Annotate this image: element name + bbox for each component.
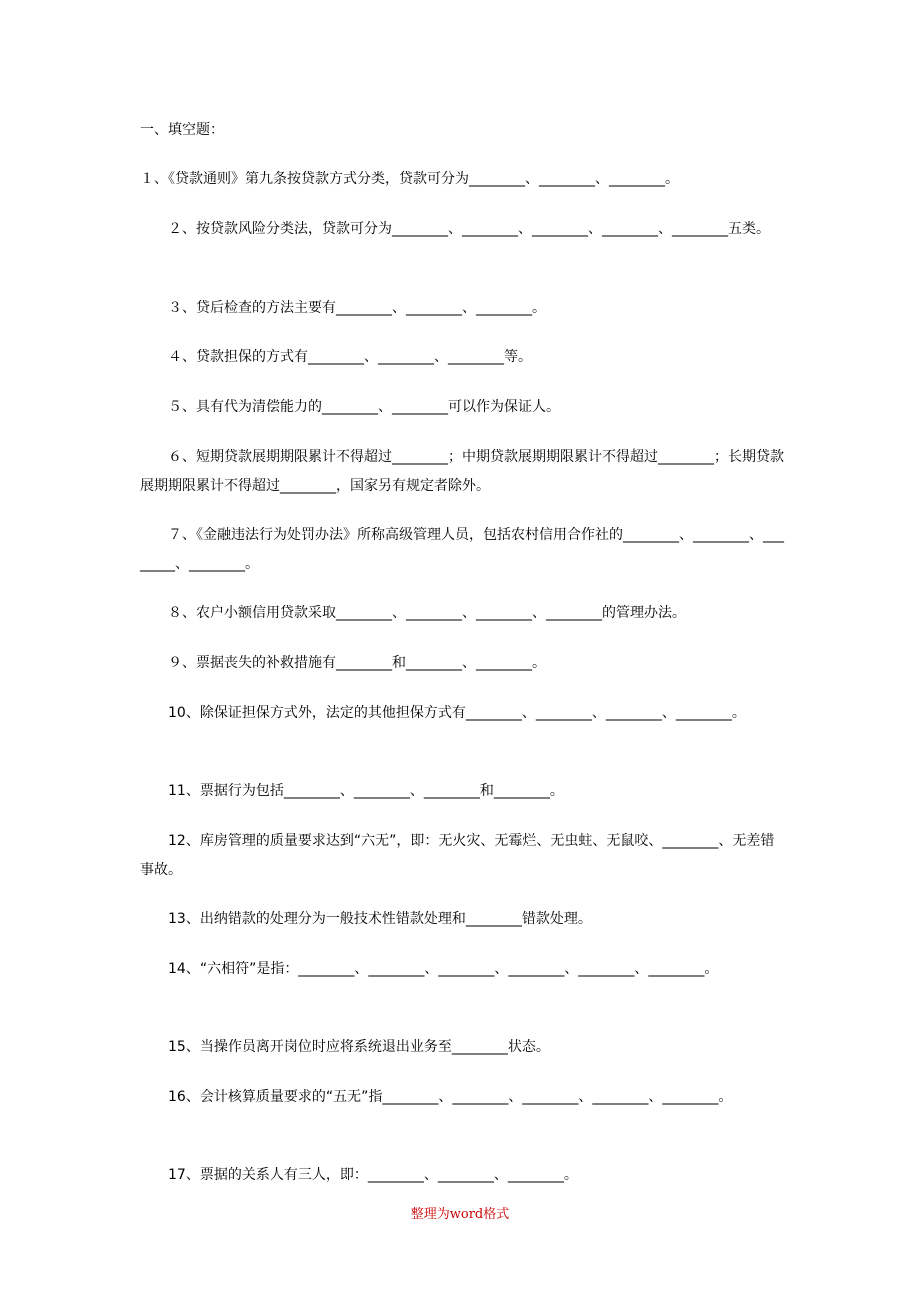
question-text: ９、票据丧失的补救措施有________和________、________。 xyxy=(140,655,546,671)
question-13 xyxy=(140,905,785,934)
question-1 xyxy=(140,165,785,194)
question-14 xyxy=(140,955,785,984)
question-text: 11、票据行为包括________、________、________和________。 xyxy=(140,783,564,799)
question-6 xyxy=(140,443,785,501)
question-text: 13、出纳错款的处理分为一般技术性错款处理和________错款处理。 xyxy=(140,911,592,927)
question-16 xyxy=(140,1083,785,1112)
question-text: ５、具有代为清偿能力的________、________可以作为保证人。 xyxy=(140,399,560,415)
question-8 xyxy=(140,599,785,628)
question-5 xyxy=(140,393,785,422)
question-10 xyxy=(140,699,785,728)
question-text: ６、短期贷款展期期限累计不得超过________；中期贷款展期期限累计不得超过________；长期贷款展期期限累计不得超过________，国家另有规定者除外。 xyxy=(140,449,784,494)
question-text: 15、当操作员离开岗位时应将系统退出业务至________状态。 xyxy=(140,1039,550,1055)
question-15 xyxy=(140,1033,785,1062)
question-text: ７、《金融违法行为处罚办法》所称高级管理人员，包括农村信用合作社的________、________、________、________。 xyxy=(140,527,784,572)
question-3 xyxy=(140,294,785,323)
question-text: ４、贷款担保的方式有________、________、________等。 xyxy=(140,349,532,365)
question-text: 12、库房管理的质量要求达到“六无”，即：无火灾、无霉烂、无虫蛀、无鼠咬、________、无差错事故。 xyxy=(140,833,775,878)
question-text: １、《贷款通则》第九条按贷款方式分类，贷款可分为________、________、________。 xyxy=(140,171,679,187)
question-text: 17、票据的关系人有三人，即：________、________、________。 xyxy=(140,1167,578,1183)
question-17 xyxy=(140,1161,785,1190)
question-4 xyxy=(140,343,785,372)
question-text: 10、除保证担保方式外，法定的其他担保方式有________、________、________、________。 xyxy=(140,705,746,721)
question-text: ８、农户小额信用贷款采取________、________、________、________的管理办法。 xyxy=(140,605,686,621)
footer-note: 整理为word格式 xyxy=(410,1207,510,1222)
question-12 xyxy=(140,827,785,885)
question-9 xyxy=(140,649,785,678)
question-2 xyxy=(140,215,785,244)
question-11 xyxy=(140,777,785,806)
question-text: ２、按贷款风险分类法，贷款可分为________、________、________、________、________五类。 xyxy=(140,221,770,237)
question-text: ３、贷后检查的方法主要有________、________、________。 xyxy=(140,300,546,316)
question-7 xyxy=(140,521,785,579)
question-text: 16、会计核算质量要求的“五无”指________、________、________、________、________。 xyxy=(140,1089,733,1105)
question-text: 14、“六相符”是指：________、________、________、________、________、________。 xyxy=(140,961,719,977)
section-title: 一、填空题： xyxy=(140,122,224,138)
